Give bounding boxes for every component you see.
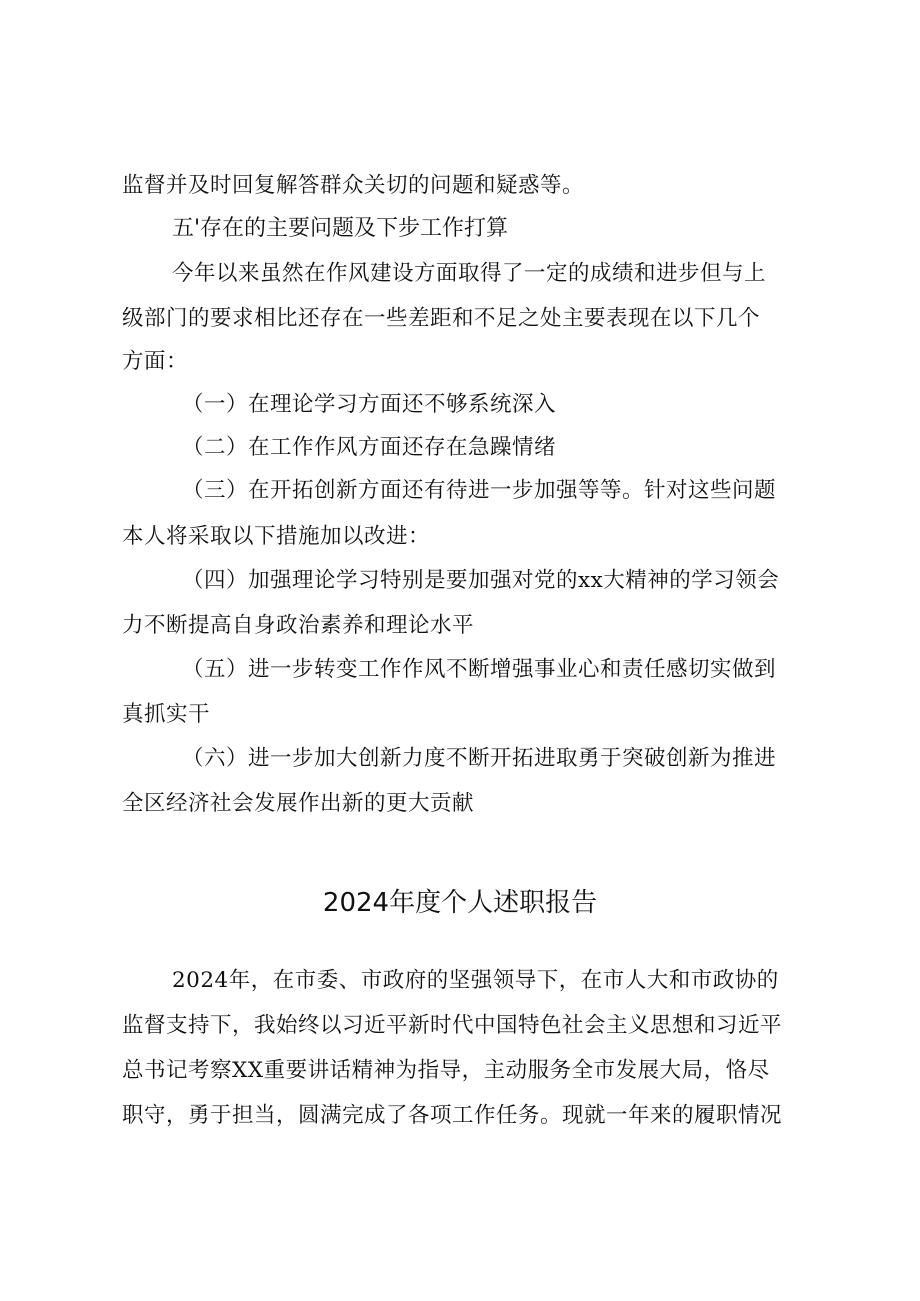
- list-item: （六）进一步加大创新力度不断开拓进取勇于突破创新为推进: [182, 746, 777, 771]
- paragraph-line: 职守，勇于担当，圆满完成了各项工作任务。现就一年来的履职情况: [122, 1103, 783, 1128]
- list-item: （四）加强理论学习特别是要加强对党的xx大精神的学习领会: [182, 568, 780, 593]
- paragraph-line: 监督并及时回复解答群众关切的问题和疑惑等。: [122, 173, 585, 198]
- paragraph-line: 力不断提高自身政治素养和理论水平: [122, 613, 475, 638]
- section-heading: 五'存在的主要问题及下步工作打算: [172, 216, 509, 241]
- list-item: （五）进一步转变工作作风不断增强事业心和责任感切实做到: [182, 657, 777, 682]
- list-item: （二）在工作作风方面还存在急躁情绪: [182, 435, 557, 460]
- paragraph-line: 本人将采取以下措施加以改进：: [122, 524, 431, 549]
- list-item: （三）在开拓创新方面还有待进一步加强等等。针对这些问题: [182, 478, 777, 503]
- paragraph-line: 真抓实干: [122, 702, 211, 727]
- paragraph-line: 全区经济社会发展作出新的更大贡献: [122, 791, 475, 816]
- paragraph-line: 方面：: [122, 349, 189, 374]
- paragraph-line: 总书记考察XX重要讲话精神为指导，主动服务全市发展大局，恪尽: [122, 1058, 770, 1083]
- paragraph-line: 监督支持下，我始终以习近平新时代中国特色社会主义思想和习近平: [122, 1013, 783, 1038]
- paragraph-line: 今年以来虽然在作风建设方面取得了一定的成绩和进步但与上: [172, 261, 767, 286]
- paragraph-line: 2024年，在市委、市政府的坚强领导下，在市人大和市政协的: [172, 968, 779, 993]
- paragraph-line: 级部门的要求相比还存在一些差距和不足之处主要表现在以下几个: [122, 306, 761, 331]
- list-item: （一）在理论学习方面还不够系统深入: [182, 392, 557, 417]
- report-title: 2024年度个人述职报告: [322, 888, 598, 918]
